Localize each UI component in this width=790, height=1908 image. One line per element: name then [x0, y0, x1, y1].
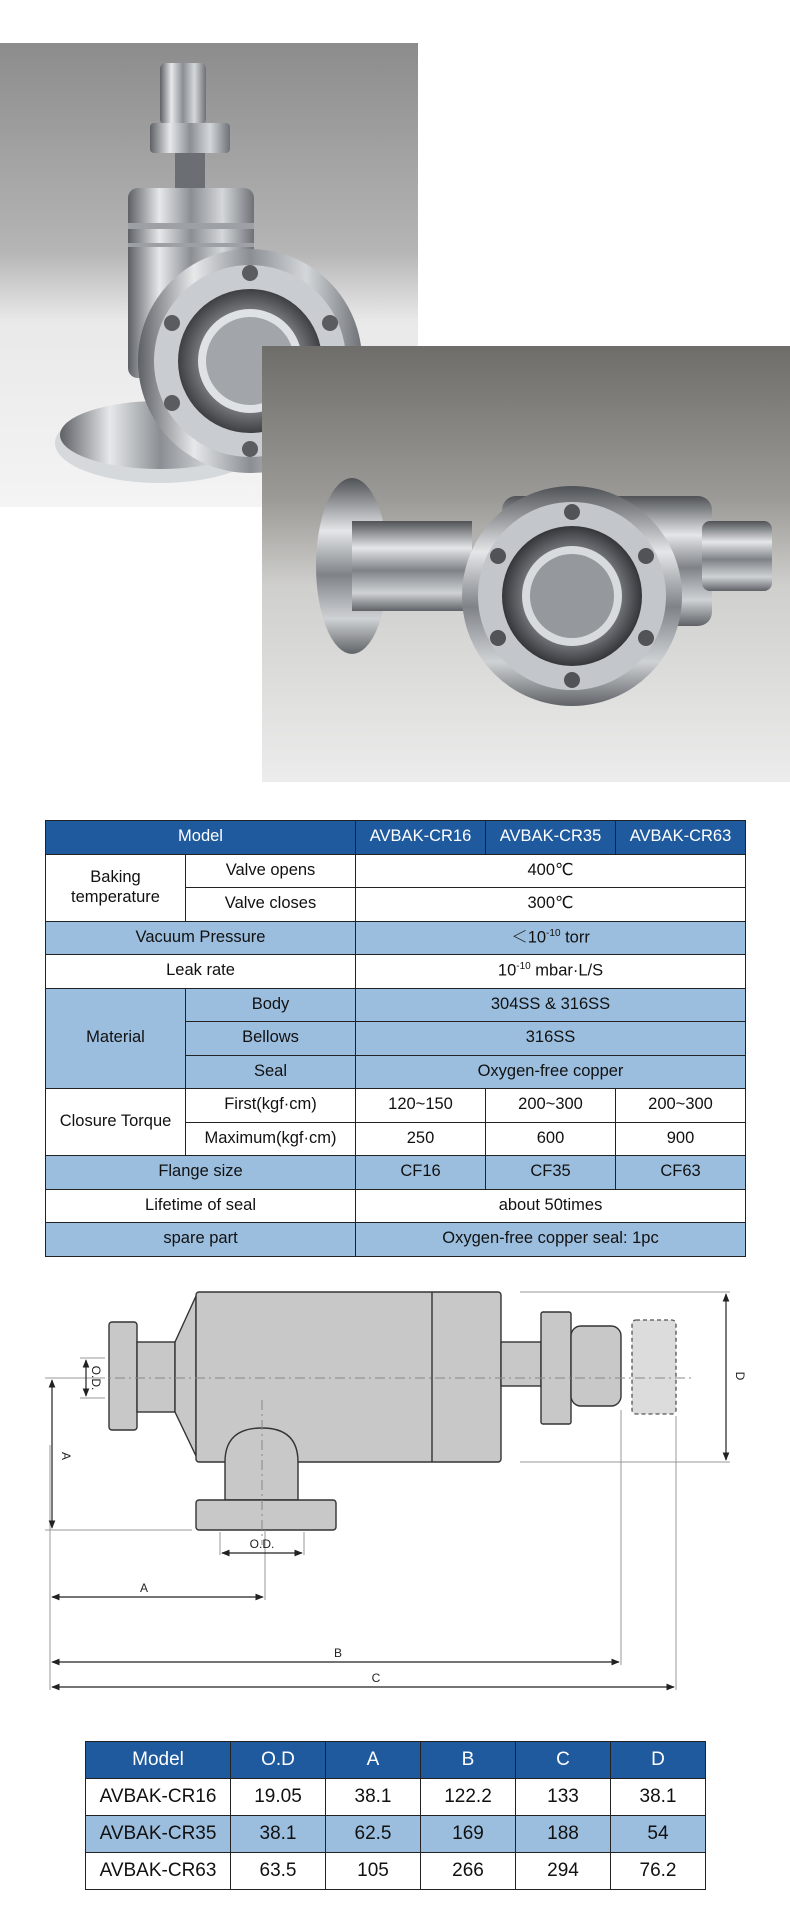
torque-first-cr16: 120~150 [356, 1089, 486, 1123]
leak-rate-value [356, 955, 746, 989]
label-od-left: O.D. [89, 1365, 103, 1391]
dims-header-od: O.D [231, 1742, 326, 1779]
left-neck [137, 1342, 175, 1412]
torque-max-cr35: 600 [486, 1122, 616, 1156]
spare-part-value: Oxygen-free copper seal: 1pc [356, 1223, 746, 1257]
body-label: Body [186, 988, 356, 1022]
actuator [571, 1326, 621, 1406]
spec-header-model-cr16: AVBAK-CR16 [356, 821, 486, 855]
bottom-flange [196, 1500, 336, 1530]
spec-row-baking-opens [46, 854, 746, 888]
dims-header-row [86, 1742, 706, 1779]
dims-header-c: C [516, 1742, 611, 1779]
label-d: D [733, 1371, 747, 1381]
torque-max-label: Maximum(kgf·cm) [186, 1122, 356, 1156]
product-photo-horizontal [262, 346, 790, 782]
vacuum-pressure-label: Vacuum Pressure [46, 921, 356, 955]
torque-max-cr16: 250 [356, 1122, 486, 1156]
lifetime-value: about 50times [356, 1189, 746, 1223]
dims-cell: 54 [611, 1816, 706, 1853]
dims-cell: 294 [516, 1853, 611, 1890]
leak-exponent: -10 [516, 961, 531, 973]
left-flange [109, 1322, 137, 1430]
valve-opens-value: 400℃ [356, 854, 746, 888]
dims-cell: 19.05 [231, 1779, 326, 1816]
bellows-value: 316SS [356, 1022, 746, 1056]
vacuum-pressure-value [356, 921, 746, 955]
stem [501, 1342, 541, 1386]
torque-max-cr63: 900 [616, 1122, 746, 1156]
dims-cell: 122.2 [421, 1779, 516, 1816]
torque-first-label: First(kgf·cm) [186, 1089, 356, 1123]
spec-header-model: Model [46, 821, 356, 855]
dims-cell: 188 [516, 1816, 611, 1853]
dims-cell: 133 [516, 1779, 611, 1816]
body-cone [175, 1296, 196, 1456]
dims-cell: 38.1 [611, 1779, 706, 1816]
dimension-table [85, 1741, 706, 1890]
dims-cell: 62.5 [326, 1816, 421, 1853]
vacuum-prefix: ＜10 [511, 928, 547, 947]
spec-header-model-cr63: AVBAK-CR63 [616, 821, 746, 855]
valve-opens-label: Valve opens [186, 854, 356, 888]
dimension-diagram [0, 1270, 790, 1730]
dims-cell: 169 [421, 1816, 516, 1853]
leak-rate-label: Leak rate [46, 955, 356, 989]
dims-header-model: Model [86, 1742, 231, 1779]
leak-unit: mbar·L/S [530, 961, 604, 980]
table-row [86, 1853, 706, 1890]
flange-cr35: CF35 [486, 1156, 616, 1190]
dims-header-a: A [326, 1742, 421, 1779]
spec-row-lifetime [46, 1189, 746, 1223]
seal-label: Seal [186, 1055, 356, 1089]
nut [541, 1312, 571, 1424]
flange-size-label: Flange size [46, 1156, 356, 1190]
spec-header-row [46, 821, 746, 855]
spare-part-label: spare part [46, 1223, 356, 1257]
spec-table [45, 820, 746, 1257]
label-b: B [333, 1646, 343, 1660]
lifetime-label: Lifetime of seal [46, 1189, 356, 1223]
dims-cell: 76.2 [611, 1853, 706, 1890]
spec-row-vacuum [46, 921, 746, 955]
torque-first-cr63: 200~300 [616, 1089, 746, 1123]
spec-row-material-body [46, 988, 746, 1022]
leak-prefix: 10 [497, 961, 517, 980]
dims-cell: 38.1 [231, 1816, 326, 1853]
dims-header-b: B [421, 1742, 516, 1779]
baking-temperature-label: Baking temperature [46, 854, 186, 921]
flange-cr63: CF63 [616, 1156, 746, 1190]
dims-cell: 63.5 [231, 1853, 326, 1890]
vacuum-unit: torr [560, 928, 590, 947]
bellows-label: Bellows [186, 1022, 356, 1056]
seal-value: Oxygen-free copper [356, 1055, 746, 1089]
spec-row-leak [46, 955, 746, 989]
spec-row-flange [46, 1156, 746, 1190]
dims-cell: AVBAK-CR63 [86, 1853, 231, 1890]
spec-header-model-cr35: AVBAK-CR35 [486, 821, 616, 855]
dims-header-d: D [611, 1742, 706, 1779]
table-row [86, 1816, 706, 1853]
label-a-vertical: A [59, 1451, 73, 1461]
label-a-horizontal: A [139, 1581, 149, 1595]
dims-cell: AVBAK-CR16 [86, 1779, 231, 1816]
body-value: 304SS & 316SS [356, 988, 746, 1022]
dims-cell: AVBAK-CR35 [86, 1816, 231, 1853]
valve-closes-label: Valve closes [186, 888, 356, 922]
material-label: Material [46, 988, 186, 1089]
vacuum-exponent: -10 [546, 927, 561, 939]
closure-torque-label: Closure Torque [46, 1089, 186, 1156]
handle-cap [632, 1320, 676, 1414]
spec-row-spare [46, 1223, 746, 1257]
dims-cell: 266 [421, 1853, 516, 1890]
torque-first-cr35: 200~300 [486, 1089, 616, 1123]
dims-cell: 38.1 [326, 1779, 421, 1816]
dims-cell: 105 [326, 1853, 421, 1890]
table-row [86, 1779, 706, 1816]
flange-cr16: CF16 [356, 1156, 486, 1190]
valve-closes-value: 300℃ [356, 888, 746, 922]
label-c: C [371, 1671, 381, 1685]
label-od-bottom: O.D. [249, 1537, 275, 1551]
spec-row-torque-first [46, 1089, 746, 1123]
